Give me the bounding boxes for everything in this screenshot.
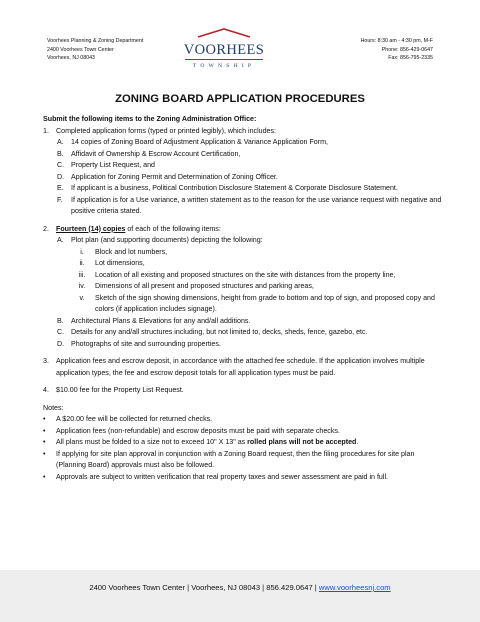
phone-number: Phone: 856-429-0647 xyxy=(381,46,433,53)
bullet-icon: • xyxy=(43,426,46,435)
copies-emphasis: Fourteen (14) copies xyxy=(56,224,126,233)
note-bullet: • If applying for site plan approval in conjunction with a Zoning Board request, then the filing procedures for site plan (Planning Board) approvals must also be followed. xyxy=(43,449,443,472)
list-item-2 xyxy=(43,224,443,236)
contact-info xyxy=(361,37,433,63)
intro-text: Submit the following items to the Zoning Administration Office: xyxy=(43,115,257,123)
procedures-content xyxy=(43,114,443,483)
sub-item: C. Details for any and/all structures including, but not limited to, decks, sheds, fence, gazebo, etc. xyxy=(57,328,368,336)
note-bullet: • Application fees (non-refundable) and escrow deposits must be paid with separate checks. xyxy=(43,426,443,438)
logo-subtitle: TOWNSHIP xyxy=(192,63,256,69)
note-bullet: • Approvals are subject to written verification that real property taxes and sewer assessment are paid in full. xyxy=(43,472,443,484)
note-bullet: • All plans must be folded to a size not to exceed 10" X 13" as rolled plans will not be accepted. xyxy=(43,437,443,449)
voorhees-township-logo xyxy=(183,28,265,74)
sub-item: F. If application is for a Use variance, a written statement as to the reason for the use variance request with negative and positive criteria stated. xyxy=(57,195,442,215)
list-item-3 xyxy=(43,356,443,379)
sub-item: A. Plot plan (and supporting documents) depicting the following: xyxy=(57,236,263,244)
item-number: 3. xyxy=(43,357,49,365)
item-number: 4. xyxy=(43,386,49,394)
sub-item: B. Architectural Plans & Elevations for any and/all additions. xyxy=(57,316,251,325)
roman-item: ii. Lot dimensions, xyxy=(79,259,145,267)
roman-item: v. Sketch of the sign showing dimensions, height from grade to bottom and top of sign, and proposed copy and colors (if application includes signage). xyxy=(79,293,435,313)
page-title: ZONING BOARD APPLICATION PROCEDURES xyxy=(115,93,365,105)
sub-item: D. Application for Zoning Permit and Determination of Zoning Officer. xyxy=(57,172,278,181)
department-name: Voorhees Planning & Zoning Department xyxy=(47,38,144,44)
bullet-icon: • xyxy=(43,472,46,481)
fax-number: Fax: 856-795-2335 xyxy=(388,55,433,62)
sub-item: D. Photographs of site and surrounding properties. xyxy=(57,339,221,348)
roof-icon xyxy=(197,28,251,38)
item-number: 2. xyxy=(43,224,49,233)
page-footer xyxy=(0,570,480,622)
list-item-1 xyxy=(43,126,443,138)
website-link[interactable]: www.voorheesnj.com xyxy=(318,583,391,592)
sub-item: C. Property List Request, and xyxy=(57,161,155,169)
notes-heading: Notes: xyxy=(43,403,64,412)
item-text: Completed application forms (typed or printed legibly), which includes: xyxy=(56,126,277,135)
city-state-zip: Voorhees, NJ 08043 xyxy=(47,55,96,62)
footer-address: 2400 Voorhees Town Center | Voorhees, NJ 08043 | 856.429.0647 | xyxy=(89,583,319,592)
list-item-4 xyxy=(43,385,443,397)
roman-item: i. Block and lot numbers, xyxy=(80,247,168,256)
item-text: $10.00 fee for the Property List Request. xyxy=(56,386,184,394)
rolled-plans-warning: rolled plans will not be accepted xyxy=(247,438,357,446)
roman-item: iii. Location of all existing and proposed structures on the site with distances from the property line, xyxy=(78,270,396,279)
sub-item: B. Affidavit of Ownership & Escrow Account Certification, xyxy=(57,149,241,158)
logo-name: VOORHEES xyxy=(183,42,265,58)
item-text: Application fees and escrow deposit, in accordance with the attached fee schedule. If the application involves multiple application types, the fee and escrow deposit totals for all application types must be paid. xyxy=(56,357,425,377)
logo-divider xyxy=(185,59,263,60)
bullet-icon: • xyxy=(43,438,46,446)
bullet-icon: • xyxy=(43,415,46,423)
bullet-icon: • xyxy=(43,449,46,458)
street-address: 2400 Voorhees Town Center xyxy=(47,46,114,53)
office-hours: Hours: 8:30 am - 4:30 pm, M-F xyxy=(360,38,433,44)
roman-item: iv. Dimensions of all present and proposed structures and parking areas, xyxy=(78,282,314,290)
department-address xyxy=(47,37,143,63)
sub-item: A. 14 copies of Zoning Board of Adjustment Application & Variance Application Form, xyxy=(57,138,328,146)
footer-contact xyxy=(0,583,480,592)
item-text: Fourteen (14) copies of each of the following items: xyxy=(56,224,221,233)
note-bullet: • A $20.00 fee will be collected for returned checks. xyxy=(43,414,443,426)
item-number: 1. xyxy=(43,126,49,135)
sub-item: E. If applicant is a business, Political Contribution Disclosure Statement & Corporate Disclosure Statement. xyxy=(57,184,398,192)
